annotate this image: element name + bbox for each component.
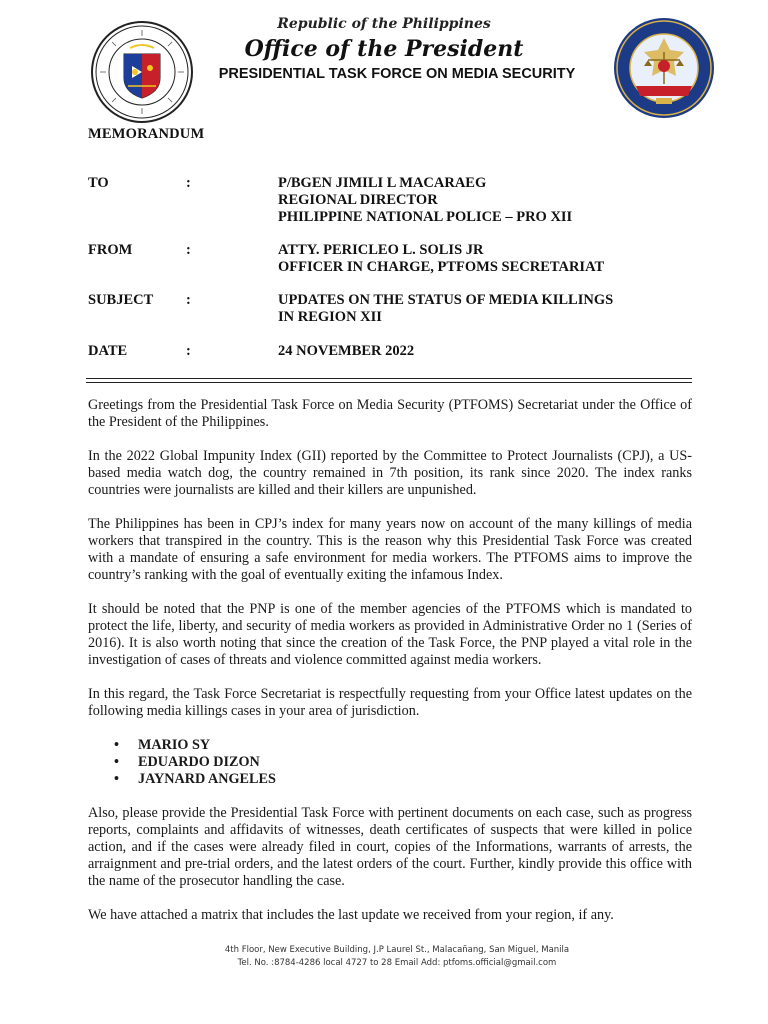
memo-to-line: REGIONAL DIRECTOR — [278, 192, 438, 208]
bullet-icon: • — [114, 754, 119, 770]
memo-to-line: PHILIPPINE NATIONAL POLICE – PRO XII — [278, 209, 573, 225]
body-paragraph: Greetings from the Presidential Task Force on Media Security (PTFOMS) Secretariat under the Office of the President of the Philippines. — [88, 397, 692, 430]
memo-date-value: 24 NOVEMBER 2022 — [278, 343, 415, 359]
header-divider — [86, 382, 692, 383]
memo-to-label: TO — [88, 175, 109, 191]
body-paragraph: It should be noted that the PNP is one of the member agencies of the PTFOMS which is mandated to protect the life, liberty, and security of media workers as provided in Administrative Order no 1 (Series of 2016). It is also worth noting that since the creation of the Task Force, the PNP played a vital role in the investigation of cases of threats and violence committed against media workers. — [88, 601, 692, 668]
memo-from-line: ATTY. PERICLEO L. SOLIS JR — [278, 242, 484, 258]
memo-date-label: DATE — [88, 343, 128, 359]
ptfoms-seal-icon — [612, 16, 716, 120]
memo-body — [88, 397, 692, 941]
list-item — [88, 737, 692, 754]
list-item — [88, 754, 692, 771]
media-killing-cases-list — [88, 737, 692, 788]
memo-to-colon: : — [186, 175, 191, 191]
bullet-icon: • — [114, 771, 119, 787]
memo-from-colon: : — [186, 242, 191, 258]
memo-to-line: P/BGEN JIMILI L MACARAEG — [278, 175, 487, 191]
memo-heading: MEMORANDUM — [88, 126, 205, 142]
body-paragraph: In the 2022 Global Impunity Index (GII) reported by the Committee to Protect Journalists (CPJ), a US-based media watch dog, the country remained in 7th position, its rank since 2020. The index ranks countries were journalists are killed and their killers are unpunished. — [88, 448, 692, 498]
memo-to-value — [278, 175, 698, 226]
body-paragraph: The Philippines has been in CPJ’s index for many years now on account of the many killings of media workers that transpired in the country. This is the reason why this Presidential Task Force was created with a mandate of ensuring a safe environment for media workers. The PTFOMS aims to improve the country’s ranking with the goal of eventually exiting the infamous Index. — [88, 516, 692, 583]
memo-subject-colon: : — [186, 292, 191, 308]
case-name: MARIO SY — [138, 737, 211, 753]
letterhead-republic: Republic of the Philippines — [277, 16, 491, 32]
footer-address: 4th Floor, New Executive Building, J.P Laurel St., Malacañang, San Miguel, Manila — [224, 945, 570, 955]
footer-contact: Tel. No. :8784-4286 local 4727 to 28 Email Add: ptfoms.official@gmail.com — [237, 958, 557, 968]
list-item — [88, 771, 692, 788]
memo-subject-value — [278, 292, 698, 326]
memo-subject-line: UPDATES ON THE STATUS OF MEDIA KILLINGS — [278, 292, 614, 308]
memo-date-colon: : — [186, 343, 191, 359]
memo-from-value — [278, 242, 698, 276]
letterhead-task-force: PRESIDENTIAL TASK FORCE ON MEDIA SECURITY — [218, 66, 576, 82]
memo-subject-line: IN REGION XII — [278, 309, 382, 325]
case-name: JAYNARD ANGELES — [138, 771, 276, 787]
body-paragraph: In this regard, the Task Force Secretariat is respectfully requesting from your Office latest updates on the following media killings cases in your area of jurisdiction. — [88, 686, 692, 719]
bullet-icon: • — [114, 737, 119, 753]
memo-from-line: OFFICER IN CHARGE, PTFOMS SECRETARIAT — [278, 259, 605, 275]
memo-from-label: FROM — [88, 242, 133, 258]
body-paragraph: Also, please provide the Presidential Task Force with pertinent documents on each case, such as progress reports, complaints and affidavits of witnesses, death certificates of suspects that were killed in police action, and if the cases were already filed in court, copies of the Informations, warrants of arrests, the arraignment and pre-trial orders, and the latest orders of the court. Further, kindly provide this office with the name of the prosecutor handling the case. — [88, 805, 692, 889]
body-paragraph: We have attached a matrix that includes the last update we received from your region, if any. — [88, 907, 614, 923]
letterhead-office: Office of the President — [244, 36, 524, 62]
case-name: EDUARDO DIZON — [138, 754, 260, 770]
header-divider — [86, 378, 692, 379]
memo-subject-label: SUBJECT — [88, 292, 154, 308]
